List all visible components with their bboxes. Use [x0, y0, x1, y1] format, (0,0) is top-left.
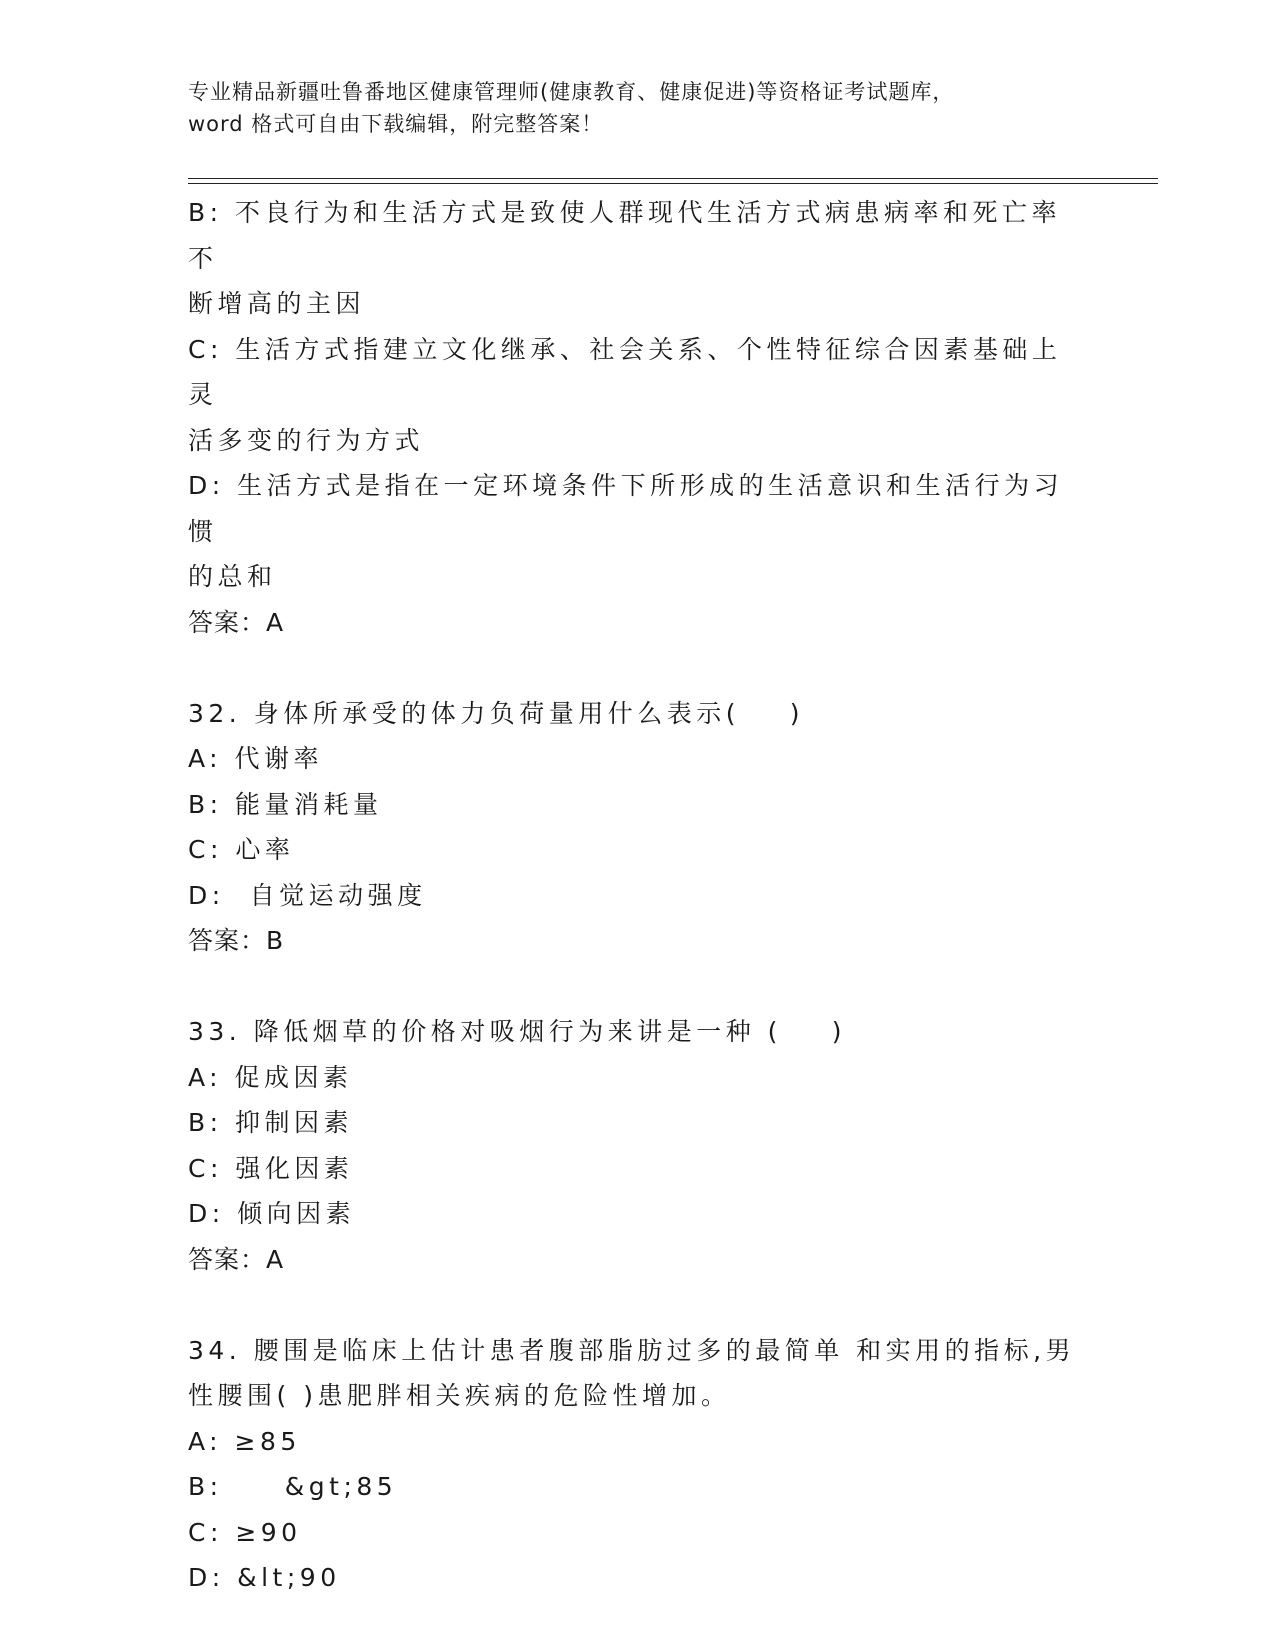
question-34-stem-line-1: 34. 腰围是临床上估计患者腹部脂肪过多的最简单 和实用的指标,男 [188, 1335, 1076, 1365]
answer-33: 答案：A [188, 1244, 285, 1274]
option-d-line-2: 的总和 [188, 562, 277, 591]
question-33-option-b: B: 抑制因素 [188, 1108, 354, 1137]
question-34-option-b: B: &gt;85 [188, 1472, 398, 1501]
question-34-stem-line-2: 性腰围( )患肥胖相关疾病的危险性增加。 [188, 1381, 731, 1410]
question-32-option-a: A: 代谢率 [188, 744, 324, 773]
header-divider-top [188, 178, 1158, 179]
question-33-option-d: D: 倾向因素 [188, 1199, 356, 1228]
header-title-line-1: 专业精品新疆吐鲁番地区健康管理师(健康教育、健康促进)等资格证考试题库， [188, 80, 955, 104]
question-33-stem: 33. 降低烟草的价格对吸烟行为来讲是一种 ( ) [188, 1017, 846, 1046]
header-divider-bottom [188, 183, 1158, 184]
question-32-option-b: B: 能量消耗量 [188, 789, 383, 819]
spacer [188, 964, 1088, 1010]
option-b-line-1: B: 不良行为和生活方式是致使人群现代生活方式病患病率和死亡率不 [188, 198, 1062, 273]
option-d-line-1: D: 生活方式是指在一定环境条件下所形成的生活意识和生活行为习惯 [188, 471, 1064, 546]
question-32-option-d: D: 自觉运动强度 [188, 880, 427, 910]
spacer [188, 1282, 1088, 1328]
question-33-option-c: C: 强化因素 [188, 1153, 354, 1183]
answer-32: 答案：B [188, 926, 285, 955]
question-32 [188, 691, 1088, 964]
option-c-line-1: C: 生活方式指建立文化继承、社会关系、个性特征综合因素基础上灵 [188, 334, 1062, 409]
spacer [188, 645, 1088, 691]
document-header [188, 76, 1088, 140]
option-c-line-2: 活多变的行为方式 [188, 425, 425, 455]
question-34 [188, 1328, 1088, 1601]
answer-31: 答案：A [188, 607, 285, 637]
question-31-tail [188, 190, 1088, 645]
question-34-option-d: D: &lt;90 [188, 1563, 341, 1592]
header-title-line-2: word 格式可自由下载编辑，附完整答案！ [188, 112, 604, 136]
option-b-line-2: 断增高的主因 [188, 289, 366, 318]
question-32-option-c: C: 心率 [188, 835, 295, 864]
question-33-option-a: A: 促成因素 [188, 1062, 353, 1092]
question-content [188, 190, 1088, 1601]
question-32-stem: 32. 身体所承受的体力负荷量用什么表示( ) [188, 698, 805, 728]
question-33 [188, 1009, 1088, 1282]
question-34-option-a: A: ≥85 [188, 1426, 301, 1456]
question-34-option-c: C: ≥90 [188, 1517, 302, 1547]
